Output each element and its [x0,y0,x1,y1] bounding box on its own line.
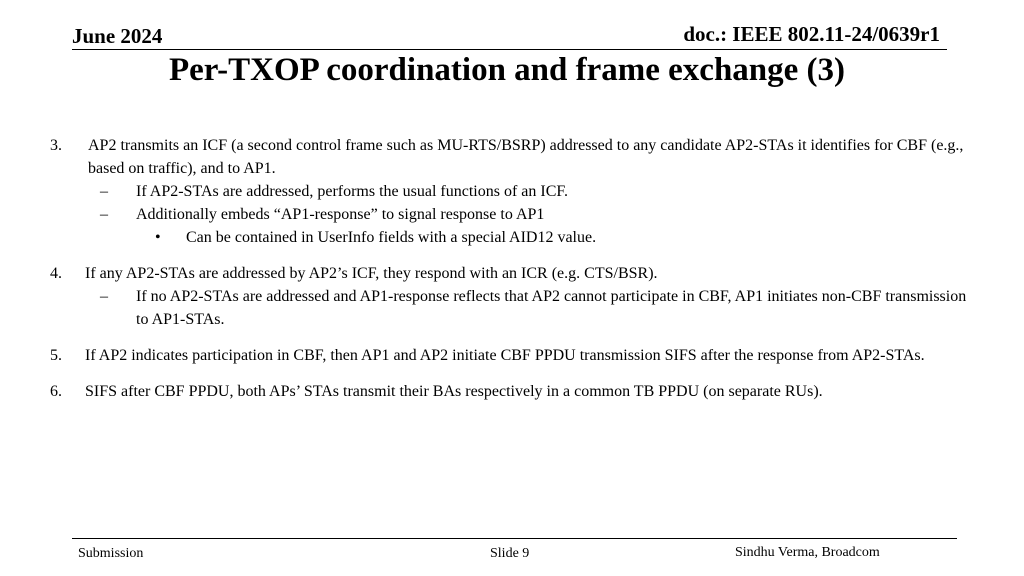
item-text: AP2 transmits an ICF (a second control frame such as MU-RTS/BSRP) addressed to any candidate AP2-STAs it identifies for CBF (e.g., based on traffic), and to AP1. [88,137,964,177]
sub-item [50,285,980,331]
slide-body [50,134,980,403]
list-item-3 [50,134,980,249]
header-doc-id: doc.: IEEE 802.11-24/0639r1 [683,22,940,46]
dash-bullet: – [100,206,108,223]
item-number: 4. [50,265,62,282]
item-text: If AP2 indicates participation in CBF, then AP1 and AP2 initiate CBF PPDU transmission SIFS after the response from AP2-STAs. [85,347,925,364]
item-text: SIFS after CBF PPDU, both APs’ STAs transmit their BAs respectively in a common TB PPDU (on separate RUs). [85,383,823,400]
sub-sub-item-text: Can be contained in UserInfo fields with a special AID12 value. [186,229,597,246]
slide-title: Per-TXOP coordination and frame exchange (3) [168,52,846,88]
sub-item [50,180,980,203]
dash-bullet: – [100,183,108,200]
header-date: June 2024 [72,24,163,48]
footer-divider [72,538,957,539]
item-number: 6. [50,383,62,400]
sub-item-text: If AP2-STAs are addressed, performs the usual functions of an ICF. [136,183,569,200]
sub-item [50,203,980,226]
list-item-6 [50,380,980,403]
footer-author: Sindhu Verma, Broadcom [735,545,880,560]
footer-slide-number: Slide 9 [490,546,530,561]
list-item-5 [50,344,980,367]
item-text: If any AP2-STAs are addressed by AP2’s ICF, they respond with an ICR (e.g. CTS/BSR). [85,265,658,282]
sub-item-text: Additionally embeds “AP1-response” to signal response to AP1 [136,206,545,223]
dot-bullet: • [155,229,161,246]
dash-bullet: – [100,288,108,305]
footer-submission: Submission [78,546,144,561]
header-divider [72,49,947,50]
sub-item-text: If no AP2-STAs are addressed and AP1-response reflects that AP2 cannot participate in CBF, AP1 initiates non-CBF transmission to AP1-STAs. [136,288,967,328]
list-item-4 [50,262,980,331]
item-number: 3. [50,137,62,154]
sub-sub-item [50,226,980,249]
item-number: 5. [50,347,62,364]
